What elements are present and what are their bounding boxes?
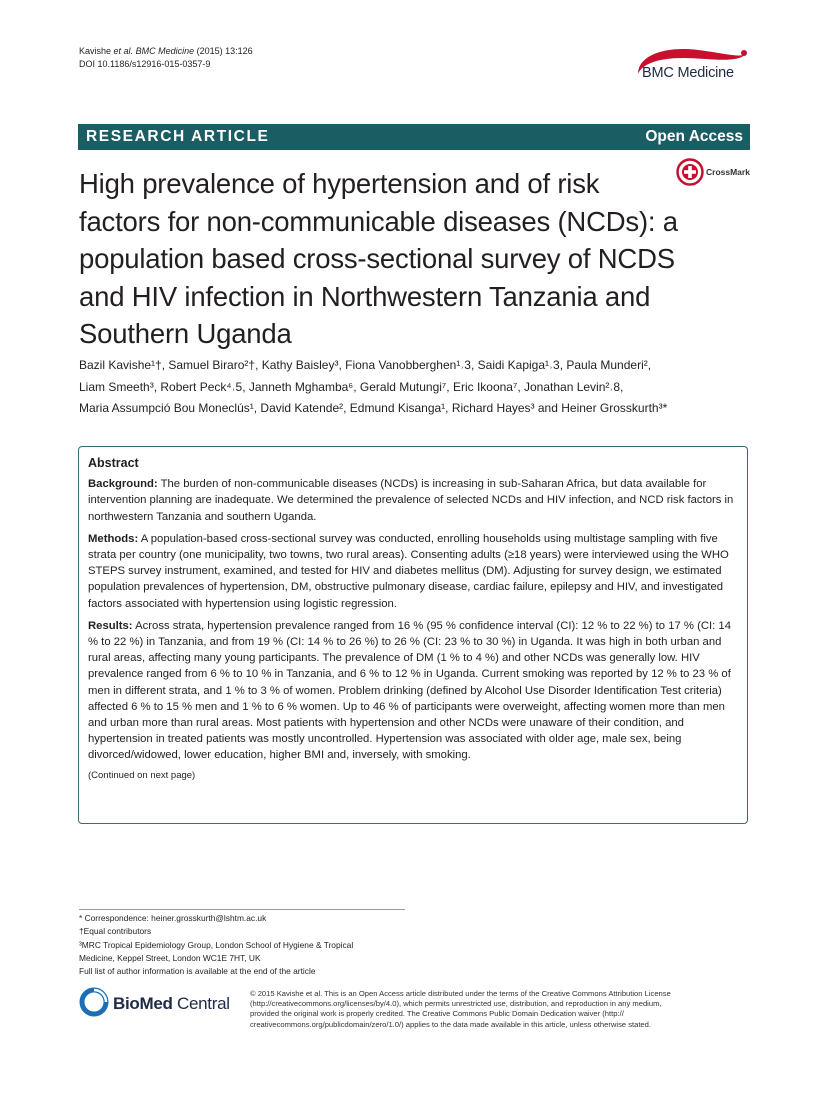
footnote-divider bbox=[79, 909, 405, 910]
bmc-medicine-logo bbox=[628, 44, 754, 88]
biomed-central-logo bbox=[79, 986, 239, 1022]
license-line: provided the original work is properly credited. The Creative Commons Public Domain Dedication waiver (http:// bbox=[250, 1009, 624, 1019]
author-list bbox=[79, 355, 749, 420]
author-line: Bazil Kavishe¹†, Samuel Biraro²†, Kathy Baisley³, Fiona Vanobberghen¹˒3, Saidi Kapiga¹˒3, Paula Munderi², bbox=[79, 358, 652, 372]
article-type-banner bbox=[78, 124, 750, 150]
correspondence: * Correspondence: heiner.grosskurth@lshtm.ac.uk bbox=[79, 913, 267, 923]
crossmark-label: CrossMark bbox=[706, 167, 750, 177]
author-line: Maria Assumpció Bou Moneclús¹, David Katende², Edmund Kisanga¹, Richard Hayes³ and Heiner Grosskurth³* bbox=[79, 401, 668, 415]
abstract-heading: Abstract bbox=[88, 456, 139, 470]
article-type: RESEARCH ARTICLE bbox=[86, 128, 270, 145]
author-line: Liam Smeeth³, Robert Peck⁴˒5, Janneth Mghamba⁶, Gerald Mutungi⁷, Eric Ikoona⁷, Jonathan Levin²˒8, bbox=[79, 379, 624, 394]
crossmark-badge[interactable] bbox=[676, 158, 752, 188]
abstract-content bbox=[88, 455, 740, 784]
abstract-box bbox=[78, 446, 748, 824]
results-label: Results: bbox=[88, 619, 133, 632]
continued-note: (Continued on next page) bbox=[88, 769, 196, 781]
abstract-background bbox=[88, 476, 740, 525]
journal-reference bbox=[79, 45, 253, 71]
affiliation-line: ³MRC Tropical Epidemiology Group, London School of Hygiene & Tropical bbox=[79, 939, 354, 950]
footnotes bbox=[79, 912, 419, 978]
biomed-ring-icon bbox=[79, 986, 111, 1018]
article-title: High prevalence of hypertension and of risk factors for non-communicable diseases (NCDs): a population based cross-sectional survey of NCDS and HIV infection in Northwestern Tanzania and Southern Uganda bbox=[79, 168, 678, 349]
biomed-logo-text: BioMed Central bbox=[113, 994, 230, 1013]
open-access-label: Open Access bbox=[645, 128, 743, 145]
equal-contributors-note: †Equal contributors bbox=[79, 926, 152, 937]
license-line: (http://creativecommons.org/licenses/by/4.0), which permits unrestricted use, distribution, and reproduction in any medium, bbox=[250, 999, 662, 1009]
license-line: creativecommons.org/publicdomain/zero/1.0/) applies to the data made available in this article, unless otherwise stated. bbox=[250, 1019, 651, 1029]
license-line: © 2015 Kavishe et al. This is an Open Access article distributed under the terms of the Creative Commons Attribution License bbox=[250, 989, 671, 998]
background-label: Background: bbox=[88, 478, 158, 491]
bmc-logo-text: BMC Medicine bbox=[642, 65, 734, 81]
abstract-results bbox=[88, 618, 740, 764]
affiliation-line: Medicine, Keppel Street, London WC1E 7HT, UK bbox=[79, 952, 261, 963]
citation-line: Kavishe et al. BMC Medicine (2015) 13:126 bbox=[79, 46, 253, 56]
author-info-note: Full list of author information is available at the end of the article bbox=[79, 966, 316, 977]
license-statement bbox=[250, 989, 750, 1030]
doi: DOI 10.1186/s12916-015-0357-9 bbox=[79, 59, 211, 69]
methods-text: A population-based cross-sectional survey was conducted, enrolling households using multistage sampling with five strata per country (one municipality, two towns, two rural areas). Consenting adults (≥18 years) were interviewed using the WHO STEPS survey instrument, examined, and tested for HIV and diabetes mellitus (DM). Adjusting for survey design, we estimated population prevalences of hypertension, DM, obstructive pulmonary disease, cardiac failure, epilepsy and HIV, and investigated factors associated with hypertension using logistic regression. bbox=[88, 532, 729, 610]
results-text: Across strata, hypertension prevalence ranged from 16 % (95 % confidence interval (CI): 12 % to 22 %) to 17 % (CI: 14 % to 22 %) in Tanzania, and from 19 % (CI: 14 % to 26 %) to 26 % (CI: 23 % to 30 %) in Uganda. It was high in both urban and rural areas, affecting many young participants. The prevalence of DM (1 % to 4 %) and other NCDs was generally low. HIV prevalence ranged from 6 % to 10 % in Tanzania, and 6 % to 12 % in Uganda. Current smoking was reported by 12 % to 23 % of men in different strata, and 1 % to 3 % of women. Problem drinking (defined by Alcohol Use Disorder Identification Test criteria) affected 6 % to 15 % men and 1 % to 6 % women. Up to 46 % of participants were overweight, affecting women more than men and urban more than rural areas. Most patients with hypertension and other NCDs were unaware of their condition, and hypertension in treated patients was mostly uncontrolled. Hypertension was associated with older age, male sex, being divorced/widowed, lower education, higher BMI and, inversely, with smoking. bbox=[88, 619, 731, 762]
crossmark-icon bbox=[676, 158, 704, 186]
abstract-methods bbox=[88, 531, 740, 612]
methods-label: Methods: bbox=[88, 532, 139, 545]
background-text: The burden of non-communicable diseases (NCDs) is increasing in sub-Saharan Africa, but data available for intervention planning are inadequate. We determined the prevalence of selected NCDs and HIV infection, and NCD risk factors in northwestern Tanzania and southern Uganda. bbox=[88, 478, 734, 523]
